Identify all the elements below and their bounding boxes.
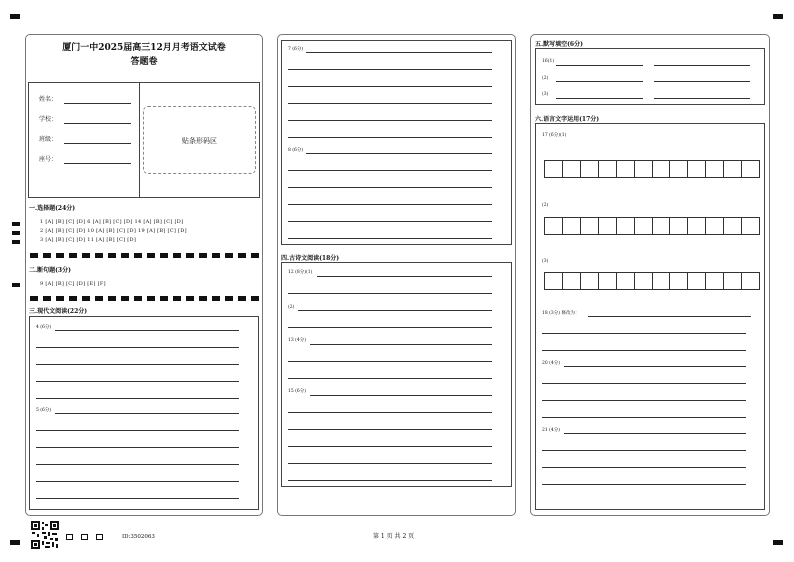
qr-code (30, 520, 60, 550)
q4-line[interactable] (36, 364, 239, 365)
q8-line[interactable] (288, 221, 492, 222)
q15-line[interactable] (288, 446, 492, 447)
q8-line[interactable] (288, 238, 492, 239)
seat-label: 座号： (39, 156, 58, 163)
q8-label: 8 (6分) (288, 148, 304, 153)
q15-label: 15 (6分) (288, 389, 307, 394)
q17-part1-label: 17 (6分)(1) (542, 133, 567, 138)
q13-line[interactable] (288, 361, 492, 362)
q7-line[interactable] (306, 52, 492, 53)
section-choice-title: 一.选择题(24分) (29, 205, 76, 212)
footer-square (96, 534, 103, 540)
q16-line[interactable] (556, 81, 643, 82)
section-language-use-title: 六.语言文字运用(17分) (535, 116, 600, 123)
q8-line[interactable] (288, 204, 492, 205)
q5-line[interactable] (55, 413, 239, 414)
q5-line[interactable] (36, 464, 239, 465)
q16-part1-label: 16(1) (542, 59, 555, 64)
q20-line[interactable] (542, 400, 746, 401)
q13-line[interactable] (288, 378, 492, 379)
mc-row-2[interactable]: 2 [A] [B] [C] [D] 10 [A] [B] [C] [D] 19 [A] [B] [C] [D] (40, 228, 187, 234)
q18-label: 18 (3分) 修改为： (542, 311, 580, 316)
q16-line[interactable] (654, 81, 750, 82)
q17-part2-label: (2) (542, 203, 549, 208)
seat-field[interactable] (64, 163, 131, 164)
q21-line[interactable] (542, 484, 746, 485)
q7-line[interactable] (288, 120, 492, 121)
q13-label: 13 (4分) (288, 338, 307, 343)
side-mark (12, 240, 20, 244)
exam-subtitle: 答题卷 (130, 57, 158, 67)
mc-row-3[interactable]: 3 [A] [B] [C] [D] 11 [A] [B] [C] [D] (40, 237, 137, 243)
q18-line[interactable] (542, 350, 746, 351)
q12-line[interactable] (317, 276, 492, 277)
q15-line[interactable] (288, 412, 492, 413)
q16-part2-label: (2) (542, 76, 549, 81)
q8-line[interactable] (288, 170, 492, 171)
corner-mark-bl (10, 540, 20, 545)
corner-mark-tr (773, 14, 783, 19)
q16-line[interactable] (556, 98, 643, 99)
dictation-answer-box (535, 48, 765, 105)
info-divider (139, 82, 140, 198)
q5-line[interactable] (36, 447, 239, 448)
exam-title: 厦门一中2025届高三12月月考语文试卷 (62, 43, 226, 53)
q20-line[interactable] (542, 383, 746, 384)
name-label: 姓名： (39, 96, 58, 103)
q17-part3-label: (3) (542, 259, 549, 264)
class-label: 班级： (39, 136, 58, 143)
q7-label: 7 (6分) (288, 47, 304, 52)
q21-line[interactable] (542, 467, 746, 468)
class-field[interactable] (64, 143, 131, 144)
q21-line[interactable] (564, 433, 746, 434)
q4-line[interactable] (36, 381, 239, 382)
q8-line[interactable] (288, 187, 492, 188)
q5-line[interactable] (36, 430, 239, 431)
q7-line[interactable] (288, 137, 492, 138)
q16-part3-label: (3) (542, 92, 549, 97)
q4-line[interactable] (55, 330, 239, 331)
classical-reading-answer-box (281, 262, 512, 487)
q5-line[interactable] (36, 481, 239, 482)
side-mark (12, 222, 20, 226)
page-number: 第 1 页 共 2 页 (373, 533, 415, 540)
q5-label: 5 (6分) (36, 408, 52, 413)
q17-grid-1[interactable] (544, 160, 760, 178)
name-field[interactable] (64, 103, 131, 104)
q9-options[interactable]: 9 [A] [B] [C] [D] [E] [F] (40, 281, 106, 287)
q12-line[interactable] (298, 310, 492, 311)
q15-line[interactable] (288, 480, 492, 481)
separator-dashes (30, 253, 260, 258)
q12-line[interactable] (288, 293, 492, 294)
q4-label: 4 (6分) (36, 325, 52, 330)
q18-line[interactable] (588, 316, 751, 317)
q21-label: 21 (4分) (542, 428, 561, 433)
side-mark (12, 231, 20, 235)
q15-line[interactable] (288, 429, 492, 430)
mc-row-1[interactable]: 1 [A] [B] [C] [D] 6 [A] [B] [C] [D] 14 [A] [B] [C] [D] (40, 219, 184, 225)
q20-line[interactable] (542, 417, 746, 418)
q20-line[interactable] (564, 366, 746, 367)
corner-mark-tl (10, 14, 20, 19)
q16-line[interactable] (556, 65, 643, 66)
q7-line[interactable] (288, 69, 492, 70)
footer-square (81, 534, 88, 540)
corner-mark-br (773, 540, 783, 545)
q12-part2-label: (2) (288, 305, 295, 310)
q12-line[interactable] (288, 327, 492, 328)
q13-line[interactable] (310, 344, 492, 345)
q17-grid-2[interactable] (544, 217, 760, 235)
q7-line[interactable] (288, 103, 492, 104)
side-mark (12, 283, 20, 287)
school-label: 学校： (39, 116, 58, 123)
q7-line[interactable] (288, 86, 492, 87)
section-dictation-title: 五.默写填空(6分) (535, 41, 583, 48)
q17-grid-3[interactable] (544, 272, 760, 290)
q15-line[interactable] (310, 395, 492, 396)
barcode-label: 贴条形码区 (182, 137, 217, 145)
exam-id: ID:3502063 (122, 534, 155, 540)
section-classical-reading-title: 四.古诗文阅读(18分) (281, 255, 340, 262)
section-modern-reading-title: 三.现代文阅读(22分) (29, 308, 88, 315)
footer-square (66, 534, 73, 540)
q16-line[interactable] (654, 65, 750, 66)
q16-line[interactable] (654, 98, 750, 99)
separator-dashes (30, 296, 260, 301)
section-punctuation-title: 二.断句题(3分) (29, 267, 71, 274)
q21-line[interactable] (542, 450, 746, 451)
q12-part1-label: 12 (8分)(1) (288, 270, 313, 275)
school-field[interactable] (64, 123, 131, 124)
q4-line[interactable] (36, 347, 239, 348)
q7-q8-answer-box (281, 40, 512, 245)
q8-line[interactable] (306, 153, 492, 154)
q4-line[interactable] (36, 398, 239, 399)
q20-label: 20 (4分) (542, 361, 561, 366)
q5-line[interactable] (36, 498, 239, 499)
q18-line[interactable] (542, 333, 746, 334)
q15-line[interactable] (288, 463, 492, 464)
